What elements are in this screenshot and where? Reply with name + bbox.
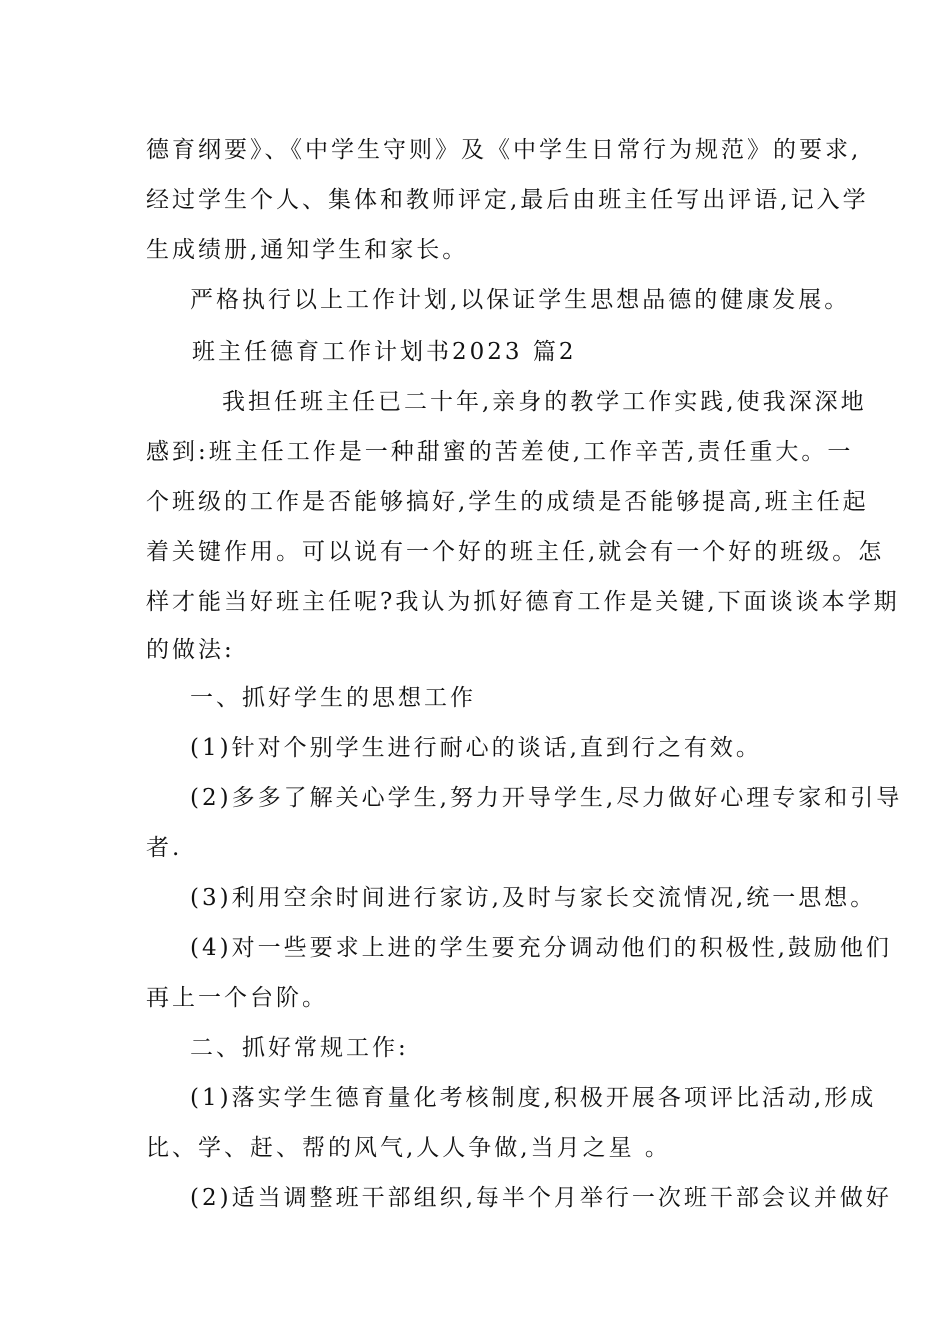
- subsection-heading: 二、抓好常规工作:: [190, 1035, 409, 1061]
- paragraph-line: 严格执行以上工作计划,以保证学生思想品德的健康发展。: [190, 287, 851, 313]
- text-line: 样才能当好班主任呢?我认为抓好德育工作是关键,下面谈谈本学期: [146, 589, 900, 615]
- list-item: (4)对一些要求上进的学生要充分调动他们的积极性,鼓励他们: [190, 935, 892, 961]
- paragraph-line: 我担任班主任已二十年,亲身的教学工作实践,使我深深地: [222, 389, 867, 415]
- list-item: (3)利用空余时间进行家访,及时与家长交流情况,统一思想。: [190, 885, 877, 911]
- section-heading: 班主任德育工作计划书2023 篇2: [192, 339, 577, 365]
- text-line: 再上一个台阶。: [146, 985, 328, 1011]
- list-item: (1)针对个别学生进行耐心的谈话,直到行之有效。: [190, 735, 762, 761]
- list-item: (1)落实学生德育量化考核制度,积极开展各项评比活动,形成: [190, 1085, 877, 1111]
- text-line: 感到:班主任工作是一种甜蜜的苦差使,工作辛苦,责任重大。一: [146, 439, 854, 465]
- text-line: 经过学生个人、集体和教师评定,最后由班主任写出评语,记入学: [146, 187, 869, 213]
- text-line: 比、学、赶、帮的风气,人人争做,当月之星 。: [146, 1135, 671, 1161]
- text-line: 生成绩册,通知学生和家长。: [146, 237, 469, 263]
- list-item: (2)多多了解关心学生,努力开导学生,尽力做好心理专家和引导: [190, 785, 903, 811]
- text-line: 个班级的工作是否能够搞好,学生的成绩是否能够提高,班主任起: [146, 489, 869, 515]
- list-item: (2)适当调整班干部组织,每半个月举行一次班干部会议并做好: [190, 1185, 892, 1211]
- text-line: 着关键作用。可以说有一个好的班主任,就会有一个好的班级。怎: [146, 539, 885, 565]
- text-line: 德育纲要》、《中学生守则》及《中学生日常行为规范》的要求,: [146, 137, 862, 163]
- text-line: 的做法:: [146, 637, 235, 663]
- subsection-heading: 一、抓好学生的思想工作: [190, 685, 476, 711]
- text-line: 者.: [146, 835, 183, 861]
